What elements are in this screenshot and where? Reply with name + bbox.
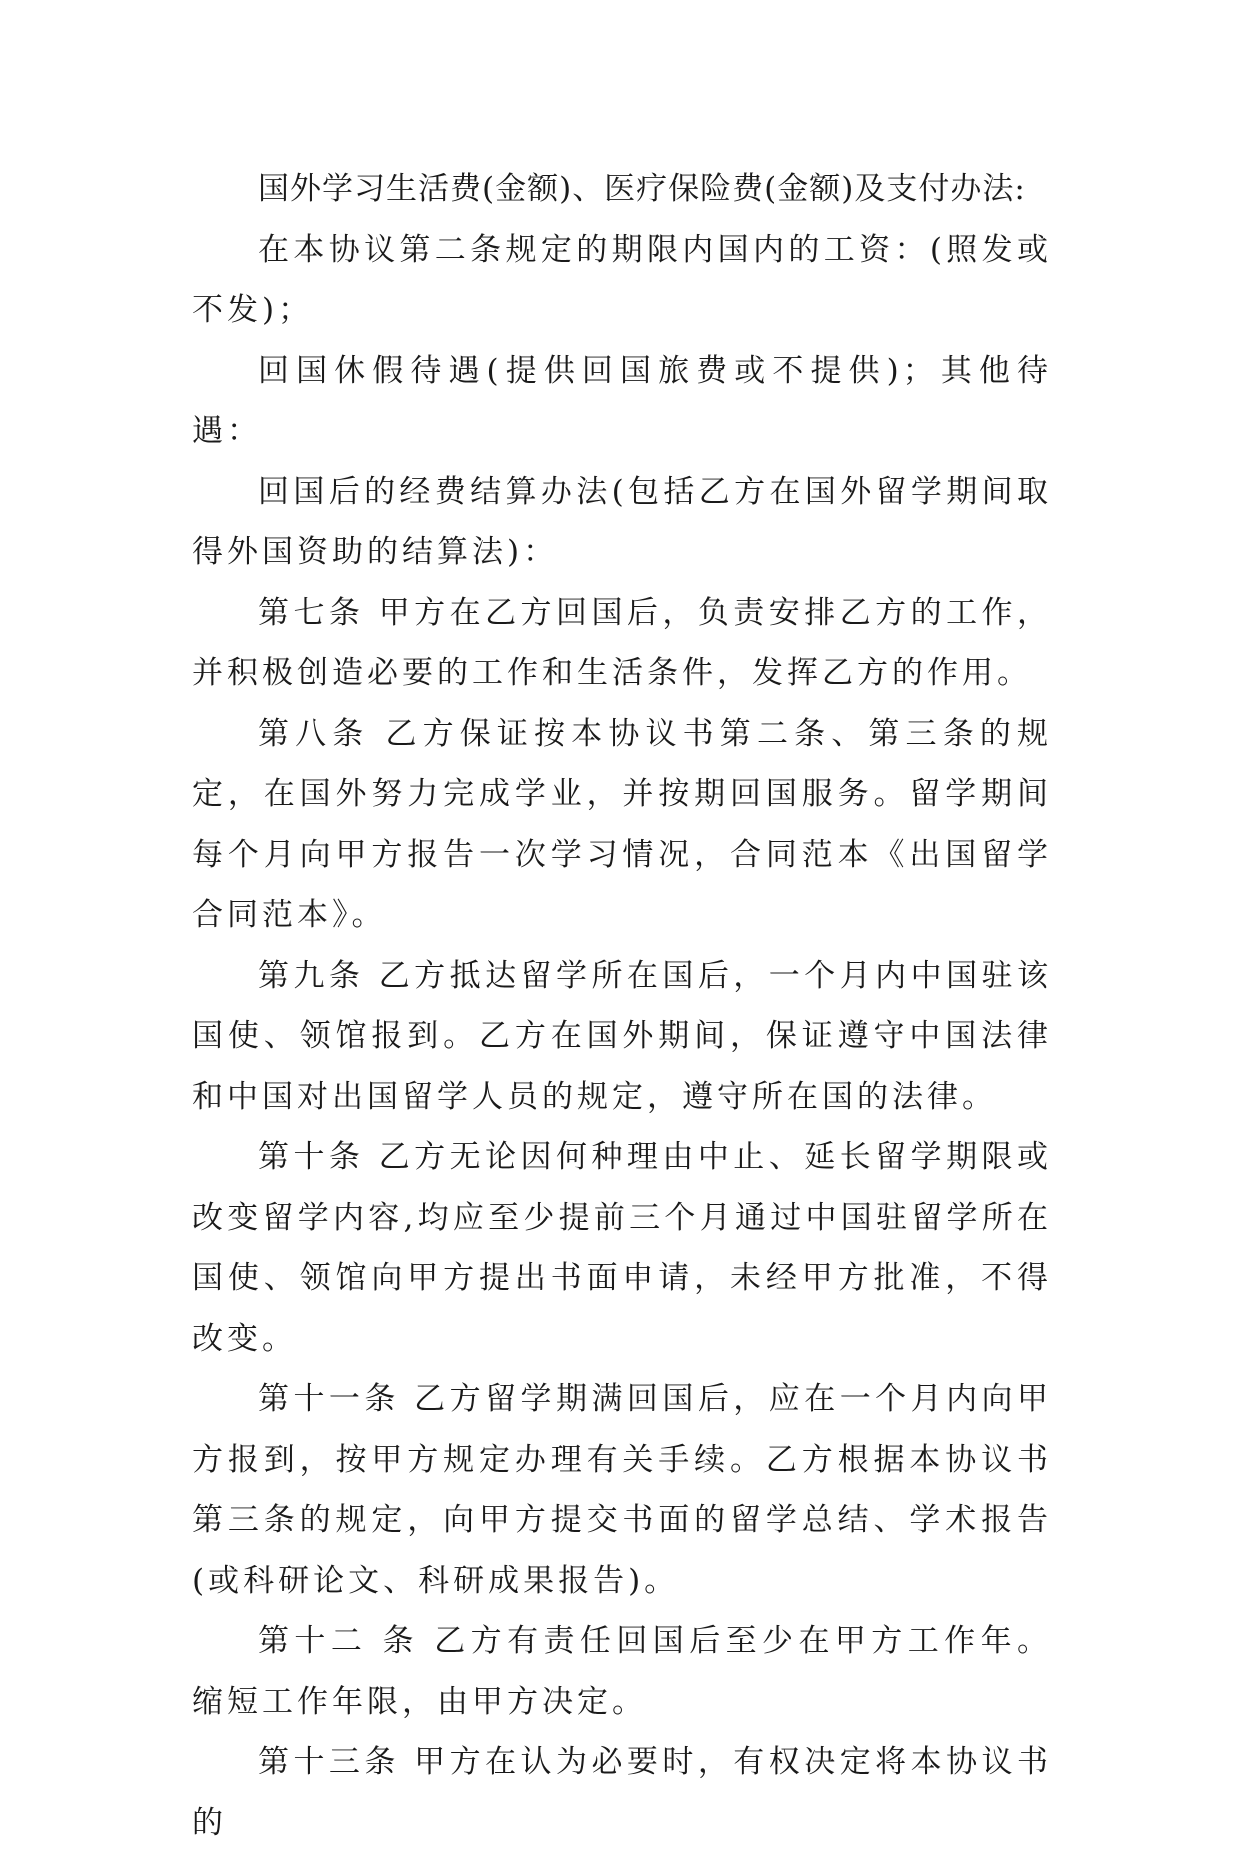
paragraph-article-12: 第十二 条 乙方有责任回国后至少在甲方工作年。缩短工作年限，由甲方决定。 [192,1623,1052,1720]
paragraph-home-leave: 回国休假待遇(提供回国旅费或不提供)；其他待遇： [192,352,1052,449]
paragraph-article-13: 第十三条 甲方在认为必要时，有权决定将本协议书的 [192,1744,1052,1841]
paragraph-living-expenses: 国外学习生活费(金额)、医疗保险费(金额)及支付办法: [258,171,1026,207]
paragraph-expense-settlement: 回国后的经费结算办法(包括乙方在国外留学期间取得外国资助的结算法)： [192,473,1052,570]
paragraph-article-9: 第九条 乙方抵达留学所在国后，一个月内中国驻该国使、领馆报到。乙方在国外期间，保证遵守中国法律和中国对出国留学人员的规定，遵守所在国的法律。 [192,957,1052,1115]
document-body [192,159,1052,1853]
paragraph-domestic-salary: 在本协议第二条规定的期限内国内的工资：(照发或不发)； [192,231,1052,328]
paragraph-article-8: 第八条 乙方保证按本协议书第二条、第三条的规定，在国外努力完成学业，并按期回国服务。留学期间每个月向甲方报告一次学习情况，合同范本《出国留学合同范本》。 [192,715,1052,933]
paragraph-article-10: 第十条 乙方无论因何种理由中止、延长留学期限或改变留学内容,均应至少提前三个月通过中国驻留学所在国使、领馆向甲方提出书面申请，未经甲方批准，不得改变。 [192,1139,1052,1357]
paragraph-article-7: 第七条 甲方在乙方回国后，负责安排乙方的工作，并积极创造必要的工作和生活条件，发挥乙方的作用。 [192,594,1052,691]
paragraph-article-11: 第十一条 乙方留学期满回国后，应在一个月内向甲方报到，按甲方规定办理有关手续。乙方根据本协议书第三条的规定，向甲方提交书面的留学总结、学术报告(或科研论文、科研成果报告)。 [192,1381,1052,1599]
